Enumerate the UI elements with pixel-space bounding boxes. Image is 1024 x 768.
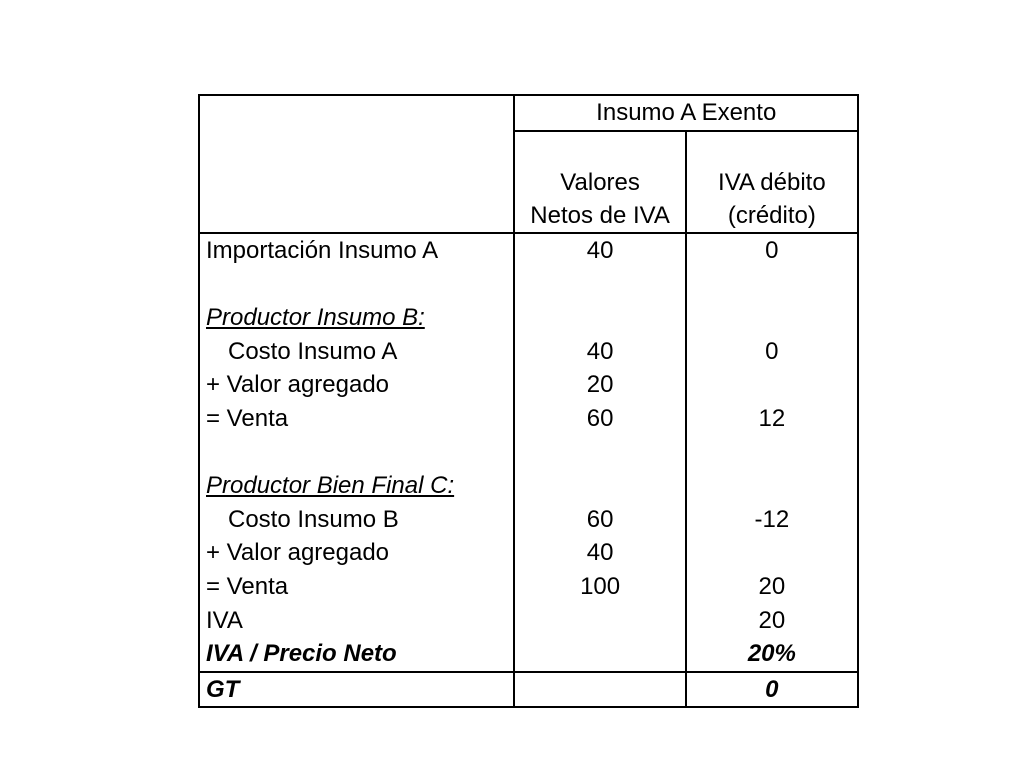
iva-header-line-1: IVA débito [718, 169, 826, 196]
row-iva: 0 [686, 335, 858, 369]
table-row [199, 570, 858, 604]
row-iva: 0 [686, 233, 858, 268]
row-iva: 20 [686, 604, 858, 638]
values-header-line-2: Netos de IVA [530, 202, 670, 229]
row-label: Costo Insumo B [199, 503, 514, 537]
row-label: + Valor agregado [199, 536, 514, 570]
table-row [199, 637, 858, 672]
row-value: 100 [514, 570, 685, 604]
table-row [199, 335, 858, 369]
table-row [199, 233, 858, 268]
row-iva [686, 301, 858, 335]
table-row [199, 604, 858, 638]
row-iva [686, 268, 858, 302]
group-header: Insumo A Exento [514, 95, 858, 131]
iva-header-line-2: (crédito) [727, 202, 816, 229]
table-row [199, 536, 858, 570]
section-heading-producer-b: Productor Insumo B: [206, 304, 425, 332]
row-iva [686, 436, 858, 470]
table-row [199, 503, 858, 537]
table-row [199, 268, 858, 302]
table-row [199, 469, 858, 503]
row-value: 40 [514, 335, 685, 369]
row-label: IVA [199, 604, 514, 638]
row-value [514, 469, 685, 503]
row-value [514, 301, 685, 335]
row-label: + Valor agregado [199, 368, 514, 402]
total-row-value [514, 672, 685, 708]
row-label: Costo Insumo A [199, 335, 514, 369]
row-iva [686, 469, 858, 503]
table-row [199, 301, 858, 335]
ratio-row-label: IVA / Precio Neto [199, 637, 514, 672]
ratio-row-iva: 20% [686, 637, 858, 672]
total-row-label: GT [199, 672, 514, 708]
row-value: 20 [514, 368, 685, 402]
table-row [199, 402, 858, 436]
row-value: 60 [514, 402, 685, 436]
header-empty-cell [199, 95, 514, 233]
total-row [199, 672, 858, 708]
row-value [514, 268, 685, 302]
values-column-header [514, 131, 685, 233]
table-row [199, 368, 858, 402]
row-value [514, 604, 685, 638]
row-label: = Venta [199, 570, 514, 604]
row-label [199, 268, 514, 302]
row-iva: 20 [686, 570, 858, 604]
table-row [199, 436, 858, 470]
section-heading-cell [199, 469, 514, 503]
row-value: 60 [514, 503, 685, 537]
total-row-iva: 0 [686, 672, 858, 708]
table-header-row-1 [199, 95, 858, 131]
row-iva: 12 [686, 402, 858, 436]
row-label: = Venta [199, 402, 514, 436]
values-header-line-1: Valores [560, 169, 640, 196]
row-label: Importación Insumo A [199, 233, 514, 268]
row-label [199, 436, 514, 470]
vat-table [198, 94, 859, 708]
row-value [514, 637, 685, 672]
section-heading-cell [199, 301, 514, 335]
row-iva [686, 536, 858, 570]
row-iva [686, 368, 858, 402]
section-heading-producer-c: Productor Bien Final C: [206, 472, 455, 500]
iva-column-header [686, 131, 858, 233]
row-value: 40 [514, 233, 685, 268]
row-iva: -12 [686, 503, 858, 537]
row-value [514, 436, 685, 470]
row-value: 40 [514, 536, 685, 570]
